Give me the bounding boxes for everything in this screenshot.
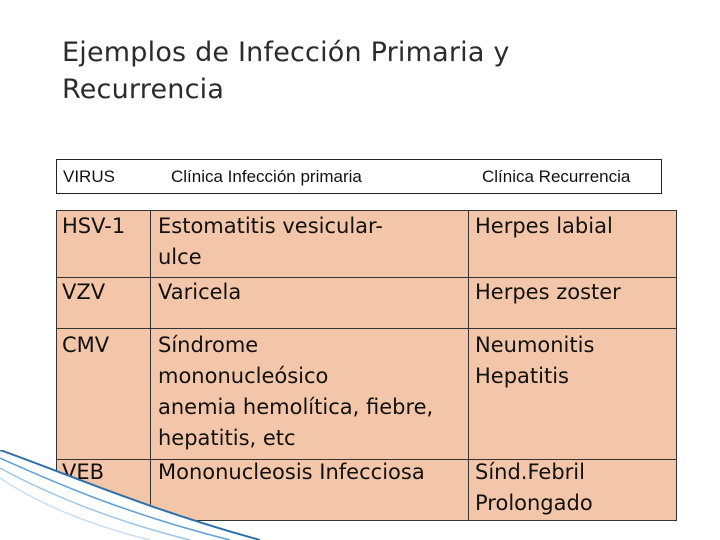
- row-divider: [57, 328, 676, 329]
- table-cell-recurrence: Sínd.Febril Prolongado: [475, 460, 593, 515]
- table-cell-virus: VZV: [62, 280, 106, 304]
- table-cell-primary: Estomatitis vesicular- ulce: [158, 214, 383, 269]
- table-cell-virus: CMV: [62, 333, 110, 357]
- header-virus: VIRUS: [63, 167, 115, 186]
- table-cell-primary: Síndrome mononucleósico anemia hemolítica, fiebre, hepatitis, etc: [158, 333, 434, 450]
- table-cell-primary: Mononucleosis Infecciosa: [158, 460, 425, 484]
- table-cell-virus: VEB: [62, 460, 105, 484]
- header-primary-infection: Clínica Infección primaria: [171, 167, 362, 186]
- table-cell-recurrence: Herpes zoster: [475, 280, 621, 304]
- table-cell-recurrence: Herpes labial: [475, 214, 613, 238]
- column-divider: [468, 211, 469, 520]
- table-header: [56, 159, 662, 194]
- table-cell-primary: Varicela: [158, 280, 242, 304]
- slide-title: Ejemplos de Infección Primaria y Recurrencia: [62, 37, 510, 105]
- decorative-swoosh: [0, 450, 260, 540]
- table-cell-recurrence: Neumonitis Hepatitis: [475, 333, 595, 388]
- table-cell-virus: HSV-1: [62, 214, 126, 238]
- header-recurrence: Clínica Recurrencia: [482, 167, 631, 186]
